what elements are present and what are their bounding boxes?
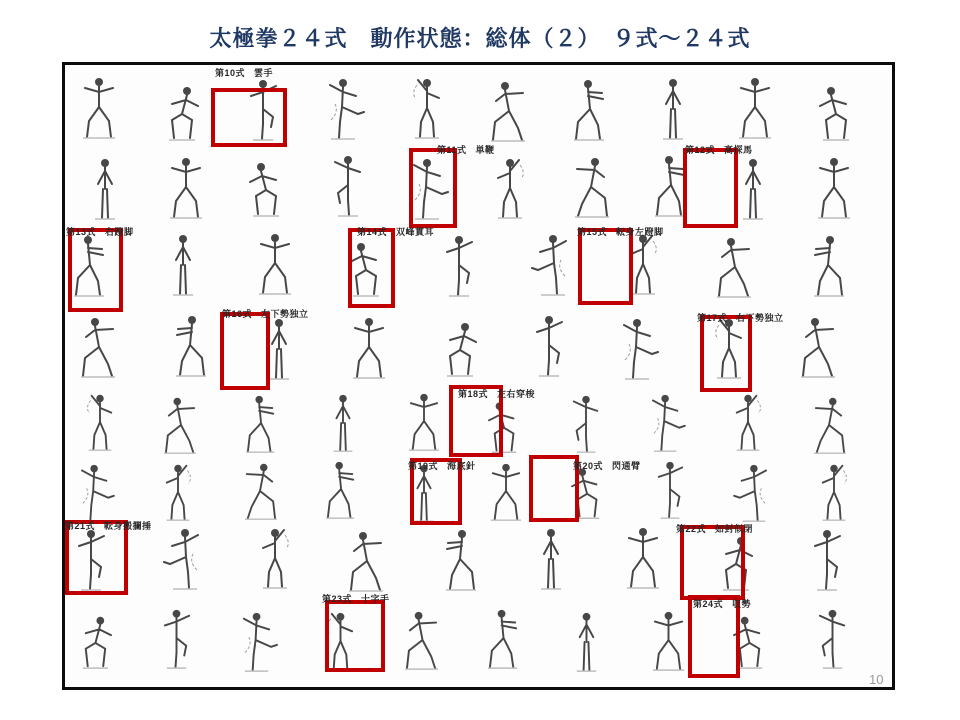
pose-figure bbox=[347, 528, 387, 594]
pose-figure bbox=[807, 233, 847, 299]
form-label-15: 第15式 転身左蹬脚 bbox=[577, 227, 664, 237]
pose-figure bbox=[729, 391, 767, 453]
pose-figure bbox=[733, 156, 773, 222]
pose-figure bbox=[571, 77, 611, 143]
pose-figure bbox=[407, 75, 447, 141]
pose-figure bbox=[325, 76, 365, 142]
pose-figure bbox=[255, 231, 295, 297]
pose-figure bbox=[255, 525, 295, 591]
pose-figure bbox=[81, 391, 119, 453]
form-label-13: 第13式 右蹬脚 bbox=[66, 227, 134, 237]
highlight-box-form-13 bbox=[68, 228, 123, 312]
pose-figure bbox=[163, 232, 203, 298]
pose-figure bbox=[571, 154, 611, 220]
form-label-18: 第18式 左右穿梭 bbox=[458, 389, 536, 399]
highlight-box-form-20 bbox=[529, 455, 579, 522]
pose-figure bbox=[531, 232, 571, 298]
pose-figure bbox=[817, 78, 857, 144]
pose-figure bbox=[439, 233, 479, 299]
pose-figure bbox=[489, 78, 529, 144]
highlight-box-form-10 bbox=[211, 88, 287, 147]
pose-figure bbox=[349, 315, 389, 381]
form-label-10: 第10式 雲手 bbox=[215, 68, 274, 78]
pose-figure bbox=[715, 234, 755, 300]
pose-figure bbox=[623, 525, 663, 591]
form-label-22: 第22式 如封似閉 bbox=[676, 524, 754, 534]
form-label-19: 第19式 海底針 bbox=[408, 461, 476, 471]
pose-figure bbox=[157, 607, 196, 671]
pose-figure bbox=[567, 393, 605, 455]
pose-figure bbox=[733, 462, 771, 524]
highlight-box-form-12 bbox=[683, 148, 738, 228]
pose-figure bbox=[323, 459, 361, 521]
pose-figure bbox=[814, 155, 854, 221]
pose-figure bbox=[247, 154, 287, 220]
pose-figure bbox=[813, 607, 852, 671]
pose-figure bbox=[163, 526, 203, 592]
pose-figure bbox=[529, 313, 569, 379]
form-label-21: 第21式 転身搬攔捶 bbox=[65, 521, 152, 531]
pose-figure bbox=[79, 75, 119, 141]
form-label-12: 第12式 高探馬 bbox=[685, 145, 753, 155]
pose-figure bbox=[166, 155, 206, 221]
pose-figure bbox=[169, 313, 209, 379]
form-label-11: 第11式 単鞭 bbox=[437, 145, 495, 155]
pose-figure bbox=[649, 609, 688, 673]
pose-figure bbox=[243, 393, 281, 455]
pose-figure bbox=[439, 314, 479, 380]
pose-figure bbox=[403, 608, 442, 672]
highlight-box-form-22 bbox=[680, 525, 745, 600]
form-label-17: 第17式 右下勢独立 bbox=[697, 313, 784, 323]
highlight-box-form-17 bbox=[700, 315, 752, 392]
pose-figure bbox=[79, 314, 119, 380]
highlight-box-form-15 bbox=[578, 228, 633, 305]
pose-figure bbox=[405, 391, 443, 453]
pose-figure bbox=[490, 155, 530, 221]
highlight-box-form-16 bbox=[220, 312, 270, 390]
pose-figure bbox=[487, 461, 525, 523]
page-number: 10 bbox=[869, 672, 884, 687]
pose-figure bbox=[807, 527, 847, 593]
form-label-23: 第23式 十字手 bbox=[322, 594, 390, 604]
pose-figure bbox=[439, 527, 479, 593]
highlight-box-form-23 bbox=[325, 600, 385, 672]
pose-figure bbox=[619, 316, 659, 382]
pose-figure bbox=[159, 461, 197, 523]
pose-figure bbox=[162, 394, 200, 456]
pose-figure bbox=[161, 78, 201, 144]
forms-diagram-image bbox=[62, 62, 895, 690]
pose-figure bbox=[810, 394, 848, 456]
pose-figure bbox=[485, 607, 524, 671]
form-label-20: 第20式 閃通臂 bbox=[573, 461, 641, 471]
pose-figure bbox=[75, 608, 114, 672]
highlight-box-form-14 bbox=[348, 228, 395, 308]
form-label-16: 第16式 左下勢独立 bbox=[222, 309, 309, 319]
pose-figure bbox=[735, 75, 775, 141]
pose-figure bbox=[567, 610, 606, 674]
pose-figure bbox=[324, 392, 362, 454]
pose-figure bbox=[815, 461, 853, 523]
form-label-14: 第14式 双峰貫耳 bbox=[357, 227, 435, 237]
pose-figure bbox=[653, 76, 693, 142]
pose-figure bbox=[241, 460, 279, 522]
pose-figure bbox=[239, 610, 278, 674]
pose-figure bbox=[648, 392, 686, 454]
pose-figure bbox=[85, 156, 125, 222]
form-label-24: 第24式 収勢 bbox=[693, 599, 752, 609]
pose-figure bbox=[77, 462, 115, 524]
pose-figure bbox=[328, 153, 368, 219]
pose-figure bbox=[799, 314, 839, 380]
highlight-box-form-11 bbox=[409, 148, 457, 228]
pose-figure bbox=[531, 526, 571, 592]
slide-title: 太極拳２４式 動作状態：総体（２） ９式～２４式 bbox=[209, 26, 751, 51]
pose-figure bbox=[651, 459, 689, 521]
